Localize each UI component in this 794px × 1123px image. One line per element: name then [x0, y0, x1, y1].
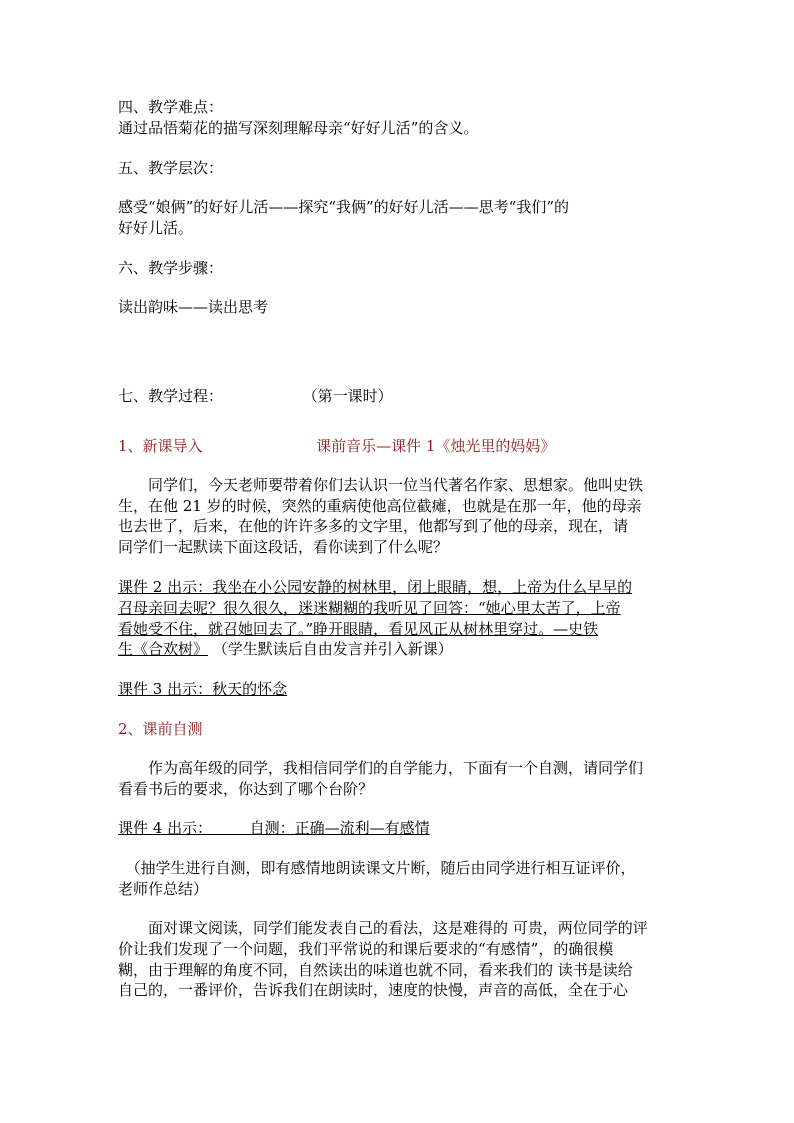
final-line-2: 价让我们发现了一个问题，我们平常说的和课后要求的“有感情”，的确很模	[118, 940, 614, 958]
intro-line-1: 同学们，今天老师要带着你们去认识一位当代著名作家、思想家。他叫史铁	[118, 476, 644, 494]
courseware2-line-1: 课件 2 出示：我坐在小公园安静的树林里，闭上眼睛，想，上帝为什么早早的	[118, 578, 633, 596]
intro-heading: 1、新课导入	[118, 437, 203, 455]
steps-text: 读出韵味——读出思考	[118, 298, 269, 316]
difficulty-text: 通过品悟菊花的描写深刻理解母亲“好好儿活”的含义。	[118, 119, 479, 137]
final-line-1: 面对课文阅读，同学们能发表自己的看法，这是难得的 可贵，两位同学的评	[118, 919, 648, 937]
intro-line-3: 也去世了，后来，在他的许许多多的文字里，他都写到了他的母亲，现在，请	[118, 517, 629, 535]
final-line-3: 糊，由于理解的角度不同，自然读出的味道也就不同，看来我们的 读书是读给	[118, 961, 633, 979]
courseware2-line-2: 召母亲回去呢？很久很久，迷迷糊糊的我听见了回答：“她心里太苦了，上帝	[118, 599, 621, 617]
courseware2-line-4	[118, 639, 453, 659]
steps-heading: 六、教学步骤：	[118, 259, 224, 277]
courseware3: 课件 3 出示：秋天的怀念	[118, 680, 288, 698]
intro-heading-line	[118, 436, 555, 456]
process-heading	[118, 386, 393, 406]
selftest-heading: 2、课前自测	[118, 720, 203, 738]
courseware4: 课件 4 出示： 自测：正确—流利—有感情	[118, 819, 430, 837]
selftest-line-2: 看看书后的要求，你达到了哪个台阶？	[118, 780, 374, 798]
activity-line-1: （抽学生进行自测，即有感情地朗读课文片断，随后由同学进行相互证评价，	[118, 859, 636, 877]
levels-text-1: 感受“娘俩”的好好儿活——探究“我俩”的好好儿活——思考“我们”的	[118, 198, 570, 216]
levels-heading: 五、教学层次：	[118, 159, 224, 177]
intro-music: 课前音乐—课件 1《烛光里的妈妈》	[316, 437, 556, 455]
difficulty-heading: 四、教学难点：	[118, 98, 224, 116]
final-line-4: 自己的，一番评价，告诉我们在朗读时，速度的快慢，声音的高低，全在于心	[118, 981, 629, 999]
courseware2-source: 生《合欢树》	[118, 640, 209, 658]
intro-line-2: 生，在他 21 岁的时候，突然的重病使他高位截瘫，也就是在那一年，他的母亲	[118, 497, 642, 515]
process-heading-label: 七、教学过程：	[118, 387, 224, 405]
activity-line-2: 老师作总结）	[118, 880, 209, 898]
process-lesson: （第一课时）	[302, 387, 393, 405]
courseware2-line-3: 看她受不住，就召她回去了。”睁开眼睛，看见风正从树林里穿过。—史铁	[118, 620, 599, 638]
intro-line-4: 同学们一起默读下面这段话，看你读到了什么呢？	[118, 538, 449, 556]
courseware2-note: （学生默读后自由发言并引入新课）	[212, 640, 453, 658]
selftest-line-1: 作为高年级的同学，我相信同学们的自学能力，下面有一个自测，请同学们	[118, 759, 644, 777]
levels-text-2: 好好儿活。	[118, 219, 194, 237]
